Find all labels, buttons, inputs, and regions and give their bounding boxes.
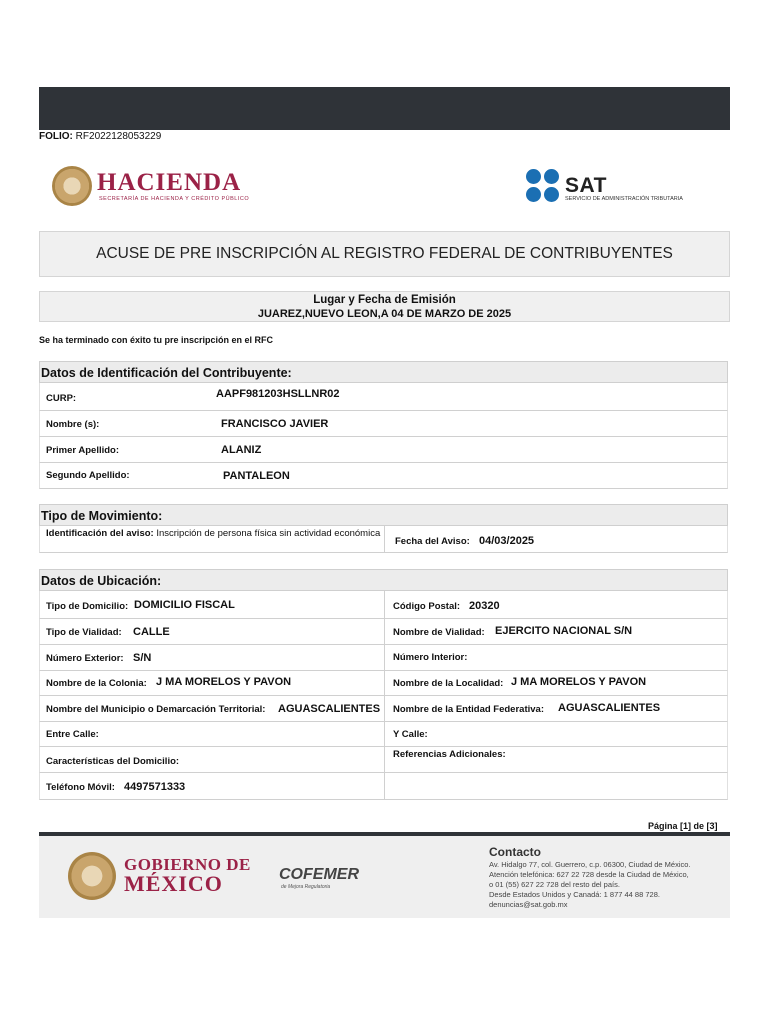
fecha-aviso-value: 04/03/2025 — [479, 535, 535, 547]
tipo-vialidad-label: Tipo de Vialidad: — [46, 627, 122, 638]
localidad-label: Nombre de la Localidad: — [393, 678, 504, 689]
aviso-label: Identificación del aviso: — [46, 528, 154, 539]
contacto-email-link[interactable]: denuncias@sat.gob.mx — [489, 900, 568, 909]
telefono-value: 4497571333 — [124, 781, 186, 793]
codigo-postal-label: Código Postal: — [393, 601, 461, 612]
numero-exterior-label: Número Exterior: — [46, 653, 124, 664]
hacienda-seal-icon — [52, 166, 92, 206]
localidad-value: J MA MORELOS Y PAVON — [511, 676, 647, 688]
municipio-value: AGUASCALIENTES — [278, 703, 381, 715]
y-calle-label: Y Calle: — [393, 729, 428, 740]
folio — [39, 131, 161, 142]
cofemer-logo: COFEMER — [279, 866, 359, 883]
colonia-value: J MA MORELOS Y PAVON — [156, 676, 292, 688]
sat-title: SAT — [565, 174, 607, 197]
aviso-value: Inscripción de persona física sin actividad económica — [156, 528, 381, 539]
section-movimiento-title: Tipo de Movimiento: — [39, 504, 728, 526]
hacienda-subtitle: SECRETARÍA DE HACIENDA Y CRÉDITO PÚBLICO — [99, 196, 250, 202]
nombre-label: Nombre (s): — [46, 419, 100, 430]
row-municipio — [39, 696, 728, 722]
row-calles — [39, 722, 728, 747]
curp-label: CURP: — [46, 393, 77, 404]
caracteristicas-label: Características del Domicilio: — [46, 756, 180, 767]
numero-exterior-value: S/N — [133, 652, 152, 664]
segundo-apellido-value: PANTALEON — [223, 470, 290, 482]
row-aviso — [39, 526, 728, 553]
entidad-label: Nombre de la Entidad Federativa: — [393, 704, 544, 715]
contacto-line: Av. Hidalgo 77, col. Guerrero, c.p. 06300, Ciudad de México. — [489, 860, 691, 869]
cofemer-subtitle: de Mejora Regulatoria — [281, 884, 331, 890]
section-identificacion-title: Datos de Identificación del Contribuyente: — [39, 361, 728, 383]
lugar-value: JUAREZ,NUEVO LEON,A 04 DE MARZO DE 2025 — [257, 308, 512, 320]
document-title: ACUSE DE PRE INSCRIPCIÓN AL REGISTRO FEDERAL DE CONTRIBUYENTES — [39, 231, 730, 277]
nombre-vialidad-label: Nombre de Vialidad: — [393, 627, 485, 638]
contacto-line: Atención telefónica: 627 22 728 desde la Ciudad de México, — [489, 870, 689, 879]
referencias-label: Referencias Adicionales: — [393, 749, 506, 760]
gobierno-line1: GOBIERNO DE — [124, 855, 251, 874]
nombre-vialidad-value: EJERCITO NACIONAL S/N — [495, 625, 633, 637]
divider — [384, 526, 385, 552]
divider — [384, 722, 385, 747]
divider — [384, 671, 385, 696]
section-ubicacion-title: Datos de Ubicación: — [39, 569, 728, 591]
divider — [384, 773, 385, 800]
sat-subtitle: SERVICIO DE ADMINISTRACIÓN TRIBUTARIA — [565, 196, 683, 202]
row-vialidad — [39, 619, 728, 645]
top-dark-bar — [39, 87, 730, 130]
gobierno-seal-icon — [68, 852, 116, 900]
divider — [384, 591, 385, 619]
contacto-title: Contacto — [489, 845, 541, 859]
row-caracteristicas — [39, 747, 728, 773]
entidad-value: AGUASCALIENTES — [558, 702, 661, 714]
aviso-text — [46, 529, 386, 539]
row-nombre — [39, 411, 728, 437]
numero-interior-label: Número Interior: — [393, 652, 468, 663]
hacienda-title: HACIENDA — [97, 169, 242, 196]
success-message: Se ha terminado con éxito tu pre inscripción en el RFC — [39, 335, 274, 345]
row-segundo-apellido — [39, 463, 728, 489]
divider — [384, 645, 385, 671]
fecha-aviso-label: Fecha del Aviso: — [395, 536, 470, 547]
lugar-fecha-box — [39, 291, 730, 322]
row-numero — [39, 645, 728, 671]
primer-apellido-value: ALANIZ — [221, 444, 262, 456]
divider — [384, 747, 385, 773]
entre-calle-label: Entre Calle: — [46, 729, 99, 740]
row-colonia — [39, 671, 728, 696]
lugar-title: Lugar y Fecha de Emisión — [313, 294, 456, 306]
segundo-apellido-label: Segundo Apellido: — [46, 470, 130, 481]
folio-value: RF2022128053229 — [75, 131, 162, 142]
gobierno-line2: MÉXICO — [124, 871, 223, 896]
row-telefono — [39, 773, 728, 800]
telefono-label: Teléfono Móvil: — [46, 782, 115, 793]
row-primer-apellido — [39, 437, 728, 463]
primer-apellido-label: Primer Apellido: — [46, 445, 120, 456]
contacto-line: Desde Estados Unidos y Canadá: 1 877 44 88 728. — [489, 890, 660, 899]
divider — [384, 619, 385, 645]
municipio-label: Nombre del Municipio o Demarcación Territorial: — [46, 704, 266, 715]
page-number: Página [1] de [3] — [648, 821, 718, 831]
contacto-line: o 01 (55) 627 22 728 del resto del país. — [489, 880, 620, 889]
tipo-domicilio-value: DOMICILIO FISCAL — [134, 599, 235, 611]
tipo-domicilio-label: Tipo de Domicilio: — [46, 601, 129, 612]
nombre-value: FRANCISCO JAVIER — [221, 418, 329, 430]
tipo-vialidad-value: CALLE — [133, 626, 170, 638]
row-curp — [39, 383, 728, 411]
divider — [384, 696, 385, 722]
sat-logo-icon — [526, 169, 560, 203]
row-domicilio — [39, 591, 728, 619]
curp-value: AAPF981203HSLLNR02 — [216, 388, 340, 400]
folio-label: FOLIO: — [39, 131, 73, 142]
codigo-postal-value: 20320 — [469, 600, 500, 612]
colonia-label: Nombre de la Colonia: — [46, 678, 147, 689]
